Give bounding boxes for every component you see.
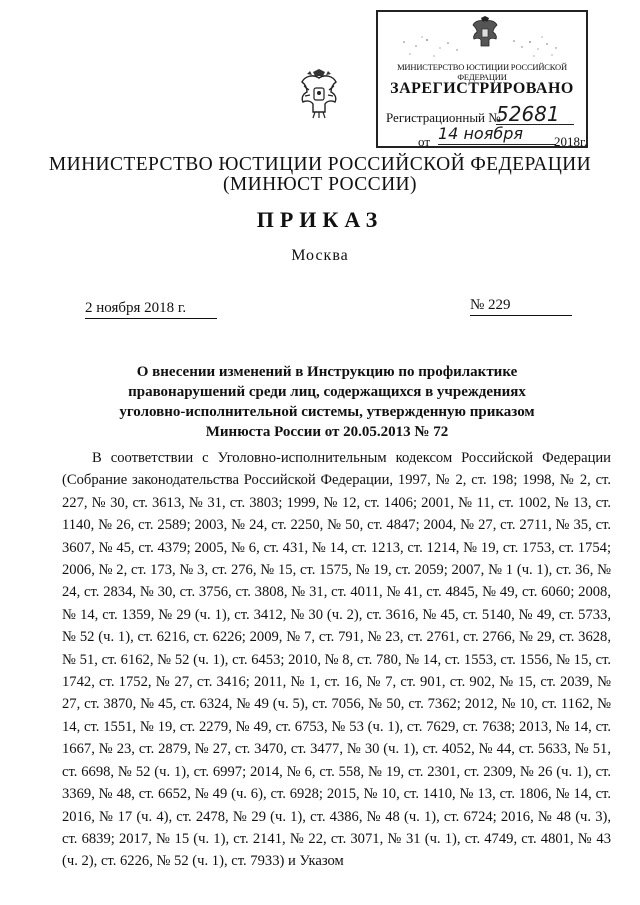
stamp-reg-date: 14 ноября — [438, 124, 556, 145]
ministry-title: МИНИСТЕРСТВО ЮСТИЦИИ РОССИЙСКОЙ ФЕДЕРАЦИИ — [48, 154, 592, 175]
document-type: ПРИКАЗ — [256, 207, 384, 232]
registration-stamp — [376, 10, 588, 148]
document-subject: О внесении изменений в Инструкцию по профилактике правонарушений среди лиц, содержащихся в учреждениях уголовно-исполнительной системы, утвержденную приказом Минюста России от 20.05.2013 № 72 — [119, 364, 535, 440]
coat-of-arms-icon — [297, 68, 341, 120]
stamp-year: 2018г. — [554, 134, 588, 149]
stamp-from-label: от — [418, 134, 431, 149]
document-body: В соответствии с Уголовно-исполнительным кодексом Российской Федерации (Собрание законодательства Российской Федерации, 1997, № 2, ст. 198; 1998, № 2, ст. 227, № 30, ст. 3613, № 31, ст. 3803; 1999, № 12, ст. 1406; 2001, № 11, ст. 1002, № 13, ст. 1140, № 26, ст. 2589; 2003, № 24, ст. 2250, № 50, ст. 4847; 2004, № 27, ст. 2711, № 35, ст. 3607, № 45, ст. 4379; 2005, № 6, ст. 431, № 14, ст. 1213, ст. 1214, № 19, ст. 1753, ст. 1754; 2006, № 2, ст. 173, № 3, ст. 276, № 15, ст. 1575, № 19, ст. 2059; 2007, № 1 (ч. 1), ст. 36, № 24, ст. 2834, № 30, ст. 3756, ст. 3808, № 31, ст. 4011, № 41, ст. 4845, № 49, ст. 6060; 2008, № 14, ст. 1359, № 29 (ч. 1), ст. 3412, № 30 (ч. 2), ст. 3616, № 45, ст. 5140, № 49, ст. 5733, № 52 (ч. 1), ст. 6216, ст. 6226; 2009, № 7, ст. 791, № 23, ст. 2761, ст. 2766, № 29, ст. 3628, № 51, ст. 6162, № 52 (ч. 1), ст. 6453; 2010, № 8, ст. 780, № 14, ст. 1553, ст. 1556, № 15, ст. 1742, ст. 1752, № 27, ст. 3416; 2011, № 1, ст. 16, № 7, ст. 901, ст. 902, № 15, ст. 2039, № 27, ст. 3870, № 45, ст. 6324, № 49 (ч. 5), ст. 7056, № 50, ст. 7362; 2012, № 10, ст. 1162, № 14, ст. 1551, № 19, ст. 2279, № 49, ст. 6753, № 53 (ч. 1), ст. 7629, ст. 7638; 2013, № 14, ст. 1667, № 23, ст. 2879, № 27, ст. 3470, ст. 3477, № 30 (ч. 1), ст. 4052, № 44, ст. 5633, № 51, ст. 6698, № 52 (ч. 1), ст. 6997; 2014, № 6, ст. 558, № 19, ст. 2301, ст. 2309, № 26 (ч. 1), ст. 3369, № 48, ст. 6652, № 49 (ч. 6), ст. 6928; 2015, № 10, ст. 1410, № 13, ст. 1806, № 14, ст. 2016, № 17 (ч. 4), ст. 2478, № 29 (ч. 1), ст. 4386, № 48 (ч. 1), ст. 6724; 2016, № 48 (ч. 3), ст. 6839; 2017, № 15 (ч. 1), ст. 2141, № 22, ст. 3071, № 31 (ч. 1), ст. 4749, ст. 4801, № 43 (ч. 2), ст. 6226, № 52 (ч. 1), ст. 7933) и Указом — [62, 450, 611, 870]
document-number: № 229 — [470, 297, 572, 316]
stamp-registered-label: ЗАРЕГИСТРИРОВАНО — [390, 80, 574, 97]
document-date: 2 ноября 2018 г. — [85, 300, 217, 319]
ministry-short-title: (МИНЮСТ РОССИИ) — [223, 174, 417, 195]
stamp-reg-number-label: Регистрационный № — [386, 110, 501, 125]
document-city: Москва — [291, 247, 349, 264]
stamp-texture — [396, 32, 566, 62]
stamp-ministry-name: МИНИСТЕРСТВО ЮСТИЦИИ РОССИЙСКОЙ ФЕДЕРАЦИИ — [397, 62, 567, 82]
stamp-reg-number: 52681 — [496, 104, 574, 125]
